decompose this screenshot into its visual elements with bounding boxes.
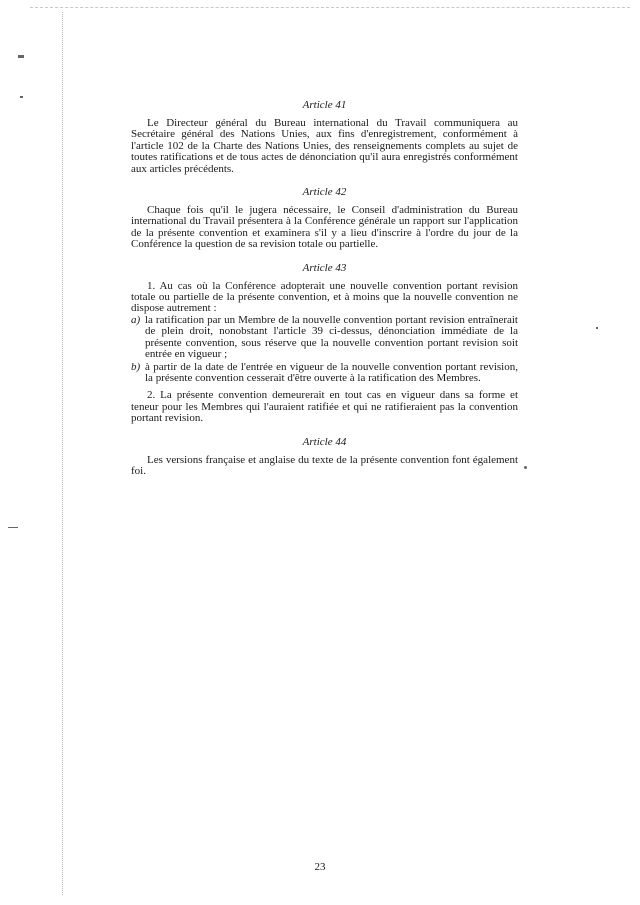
article-paragraph: 2. La présente convention demeurerait en tout cas en vigueur dans sa forme et teneur pour les Membres qui l'auraient ratifiée et qui ne ratifieraient pas la convention portant revision.: [131, 389, 518, 425]
article-41: [131, 98, 518, 175]
article-heading: Article 43: [302, 261, 347, 274]
margin-mark: [524, 466, 527, 469]
margin-mark: [20, 96, 23, 98]
list-item-label: b): [131, 360, 141, 373]
margin-mark: [8, 527, 18, 528]
margin-mark: [18, 55, 24, 58]
article-paragraph: Les versions française et anglaise du texte de la présente convention font également foi.: [131, 453, 518, 477]
article-heading: Article 42: [302, 186, 347, 199]
margin-mark: [596, 327, 598, 329]
article-44: [131, 435, 518, 478]
list-item-text: à partir de la date de l'entrée en vigueur de la nouvelle convention portant revision, la présente convention cesserait d'être ouverte à la ratification des Membres.: [145, 360, 518, 384]
article-paragraph: Chaque fois qu'il le jugera nécessaire, le Conseil d'administration du Bureau international du Travail présentera à la Conférence générale un rapport sur l'application de la présente convention et examinera s'il y a lieu d'inscrire à l'ordre du jour de la Conférence la question de sa revision totale ou partielle.: [131, 204, 518, 251]
scan-edge-top: [30, 7, 630, 8]
article-heading: Article 41: [302, 99, 347, 111]
list-item-text: la ratification par un Membre de la nouvelle convention portant revision entraînerait de plein droit, nonobstant l'article 39 ci-dessus, dénonciation immédiate de la présente convention, sous réserve que la nouvelle convention portant revision soit entrée en vigueur ;: [145, 313, 518, 361]
article-42: [131, 185, 518, 251]
article-heading: Article 44: [302, 435, 347, 448]
article-43: [131, 261, 518, 425]
list-item-label: a): [131, 313, 141, 326]
article-paragraph: 1. Au cas où la Conférence adopterait une nouvelle convention portant revision totale ou partielle de la présente convention, et à moins que la nouvelle convention ne dispose autrement :: [131, 279, 518, 315]
scan-edge-left: [62, 12, 63, 895]
article-paragraph: Le Directeur général du Bureau international du Travail communiquera au Secrétaire général des Nations Unies, aux fins d'enregistrement, conformément à l'article 102 de la Charte des Nations Unies, des renseignements complets au sujet de toutes ratifications et de tous actes de dénonciation qu'il aura enregistrés conformément aux articles précédents.: [131, 117, 518, 175]
page-number: 23: [314, 861, 326, 873]
list-item: [131, 362, 518, 385]
document-page: [131, 98, 518, 487]
list-item: [131, 315, 518, 361]
